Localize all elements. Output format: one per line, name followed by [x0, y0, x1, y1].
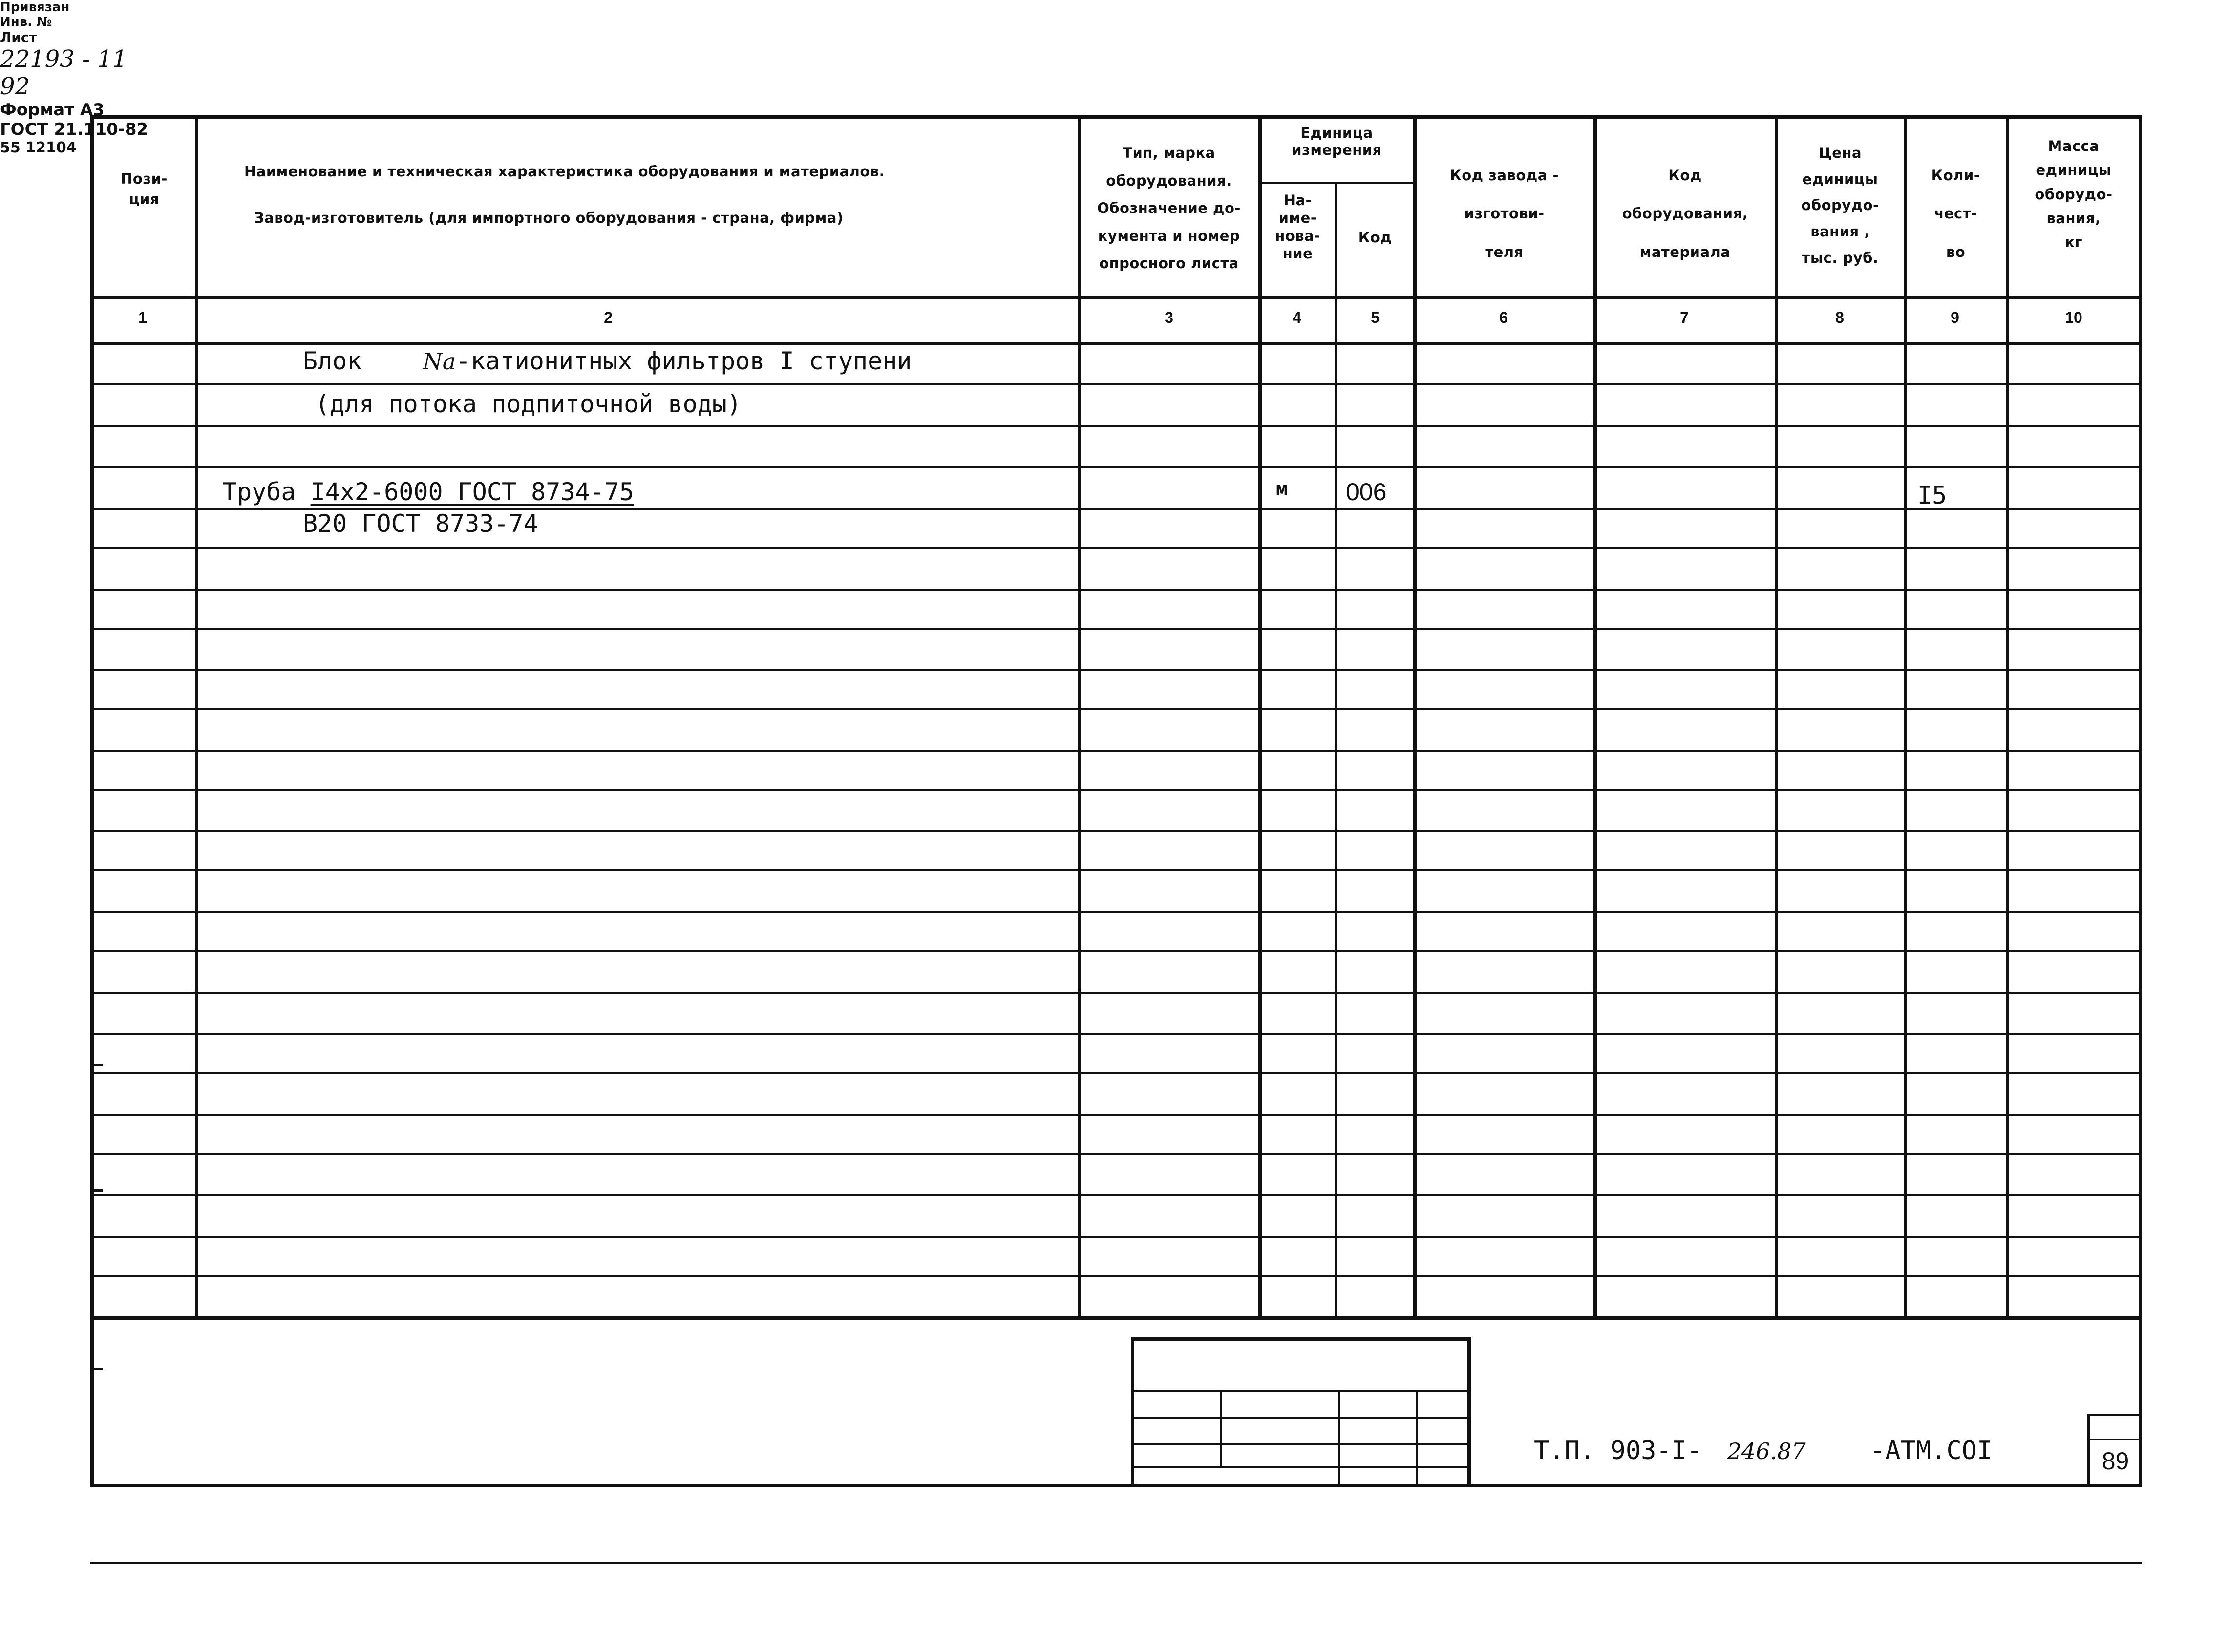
col-divider-8-9	[1904, 115, 1907, 1316]
row-line	[90, 950, 2142, 952]
stamp-left-line	[1131, 1337, 1134, 1487]
item-name-prefix: Труба	[222, 478, 311, 506]
margin-tick	[92, 1189, 103, 1192]
document-code-prefix: Т.П. 903-I-	[1534, 1436, 1702, 1465]
standard-label: ГОСТ 21.110-82	[0, 120, 149, 139]
sheet-label: Лист	[0, 29, 37, 45]
header-name-line2: Завод-изготовитель (для импортного оборудования - страна, фирма)	[254, 210, 844, 226]
item-name-spec: I4x2-6000 ГОСТ 8734-75	[310, 478, 634, 506]
stamp-inventory-label: Инв. №	[0, 15, 52, 29]
row-line	[90, 911, 2142, 913]
header-price: Цена единицы оборудо- вания , тыс. руб.	[1801, 145, 1879, 266]
col-divider-3-4	[1258, 115, 1262, 1316]
item-unit: м	[1276, 478, 1288, 500]
sheet-box-top	[2087, 1414, 2142, 1416]
unit-group-divider	[1258, 182, 1413, 184]
stamp-line	[1131, 1390, 1469, 1392]
stamp-inner-line	[1416, 1390, 1418, 1487]
block-title-part1: Блок	[303, 347, 362, 375]
item-name	[222, 478, 634, 506]
col-divider-6-7	[1593, 115, 1597, 1316]
table-bottom-line	[90, 1316, 2142, 1320]
row-line	[90, 589, 2142, 591]
block-title-part2: -катионитных фильтров I ступени	[456, 347, 912, 375]
header-equipment-code: Код оборудования, материала	[1622, 167, 1748, 260]
row-line	[90, 1194, 2142, 1196]
col-divider-7-8	[1775, 115, 1778, 1316]
header-factory-code: Код завода - изготови- теля	[1450, 167, 1559, 260]
column-number: 5	[1371, 309, 1380, 326]
header-unit-name: На- име- нова- ние	[1275, 192, 1320, 262]
row-line	[90, 466, 2142, 468]
row-line	[90, 869, 2142, 871]
sheet-number: 89	[2102, 1447, 2129, 1475]
footer-line	[90, 1562, 2142, 1564]
item-material: В20 ГОСТ 8733-74	[303, 509, 538, 538]
row-line	[90, 789, 2142, 791]
header-bottom-line	[90, 296, 2142, 299]
col-divider-1-2	[195, 115, 198, 1316]
document-code-suffix: -АТМ.СОI	[1869, 1436, 1993, 1465]
row-line	[90, 1236, 2142, 1238]
column-number: 8	[1835, 309, 1844, 326]
stamp-line	[1131, 1466, 1469, 1468]
print-code: 55 12104	[0, 139, 77, 156]
block-title-na: Na	[423, 348, 456, 375]
item-unit-code: 006	[1346, 478, 1387, 506]
sheet-box-divider	[2087, 1439, 2142, 1440]
row-line	[90, 425, 2142, 427]
stamp-inner-line	[1338, 1390, 1340, 1487]
column-number: 4	[1293, 309, 1301, 326]
stamp-right-line	[1467, 1337, 1471, 1487]
row-line	[90, 669, 2142, 671]
margin-tick	[92, 1368, 103, 1370]
col-divider-2-3	[1078, 115, 1081, 1316]
header-unit-code: Код	[1358, 229, 1392, 246]
block-title	[303, 347, 912, 375]
column-number: 6	[1499, 309, 1508, 326]
document-code-handwritten: 246.87	[1727, 1438, 1806, 1464]
col-divider-5-6	[1413, 115, 1417, 1316]
stamp-privyazan-label: Привязан	[0, 0, 70, 15]
row-line	[90, 708, 2142, 710]
item-quantity: I5	[1917, 481, 1947, 509]
col-divider-4-5	[1335, 182, 1337, 1316]
row-line	[90, 383, 2142, 385]
stamp-top-line	[1131, 1337, 1469, 1341]
stamp-inner-line	[1220, 1390, 1222, 1466]
row-line	[90, 628, 2142, 630]
row-line	[90, 1275, 2142, 1277]
document-code	[1534, 1436, 1992, 1465]
header-unit-group: Единица измерения	[1292, 125, 1382, 158]
row-line	[90, 547, 2142, 549]
stamp-line	[1131, 1443, 1469, 1445]
archive-year: 92	[0, 73, 30, 100]
column-number: 9	[1951, 309, 1959, 326]
column-number: 10	[2065, 309, 2082, 326]
row-line	[90, 1114, 2142, 1116]
header-mass: Масса единицы оборудо- вания, кг	[2035, 138, 2113, 251]
block-subtitle: (для потока подпиточной воды)	[315, 390, 742, 418]
col-divider-9-10	[2006, 115, 2009, 1316]
column-number: 3	[1165, 309, 1173, 326]
row-line	[90, 1072, 2142, 1074]
format-label: Формат А3	[0, 100, 105, 120]
row-line	[90, 992, 2142, 994]
stamp-line	[1131, 1417, 1469, 1419]
header-name-line1: Наименование и техническая характеристика оборудования и материалов.	[244, 163, 885, 180]
column-number: 2	[604, 309, 613, 326]
header-quantity: Коли- чест- во	[1931, 167, 1980, 260]
header-position: Пози- ция	[121, 170, 168, 208]
header-type-mark: Тип, марка оборудования. Обозначение до- кумента и номер опросного листа	[1097, 145, 1241, 272]
row-line	[90, 1033, 2142, 1035]
colnum-bottom-line	[90, 342, 2142, 345]
column-number: 7	[1680, 309, 1689, 326]
column-number: 1	[138, 309, 147, 326]
archive-number: 22193 - 11	[0, 45, 127, 73]
row-line	[90, 1153, 2142, 1155]
margin-tick	[92, 1064, 103, 1066]
row-line	[90, 750, 2142, 752]
row-line	[90, 830, 2142, 832]
